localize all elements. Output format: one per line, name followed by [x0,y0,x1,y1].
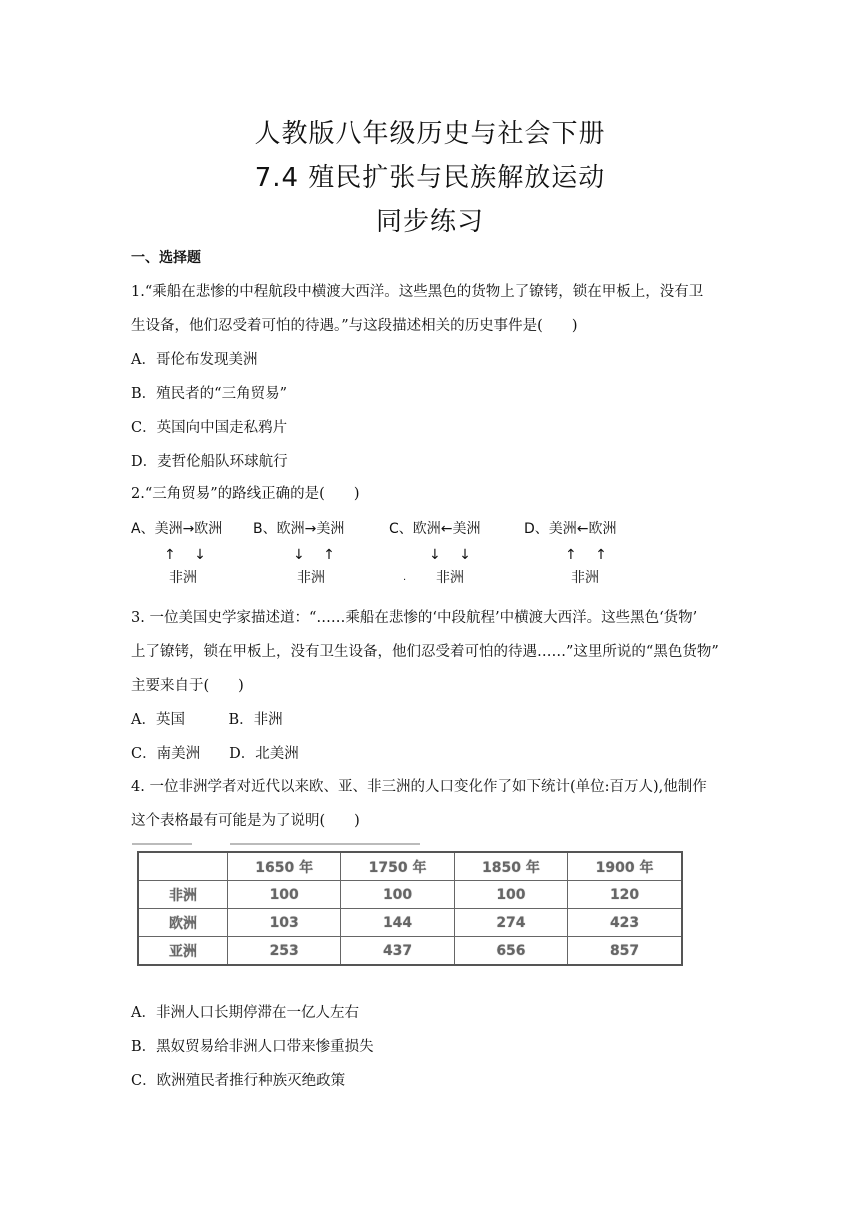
route-a-top: A、美洲→欧洲 [131,521,223,537]
doc-title-line3: 同步练习 [375,207,484,237]
table-cell: 253 [228,937,341,966]
q3-stem-line1: 3. 一位美国史学家描述道：“……乘船在悲惨的‘中段航程’中横渡大西洋。这些黑色‘货物’ [131,610,698,626]
table-header-cell [138,852,228,881]
route-b-top: B、欧洲→美洲 [253,521,345,537]
q3-options-row1: A．英国 B．非洲 [131,712,283,728]
q2-stem: 2.“三角贸易”的路线正确的是( ) [131,486,360,502]
route-d-africa: 非洲 [571,570,599,586]
table-cell: 857 [568,937,682,966]
q1-stem-line1: 1.“乘船在悲惨的中程航段中横渡大西洋。这些黑色的货物上了镣铐，锁在甲板上，没有卫 [131,284,704,300]
q4-option-a: A．非洲人口长期停滞在一亿人左右 [131,1005,359,1021]
q4-stem-line2: 这个表格最有可能是为了说明( ) [131,813,360,829]
q4-option-b: B．黑奴贸易给非洲人口带来惨重损失 [131,1039,374,1055]
population-table [137,851,683,966]
table-cell: 120 [568,881,682,909]
route-d-top: D、美洲←欧洲 [524,521,617,537]
route-a-arrows: ↑ ↓ [164,547,206,563]
table-row [138,937,682,966]
section-heading: 一、选择题 [131,250,201,266]
route-b-arrows: ↓ ↑ [293,547,335,563]
scan-artifact [132,843,192,845]
table-cell: 423 [568,909,682,937]
q1-option-a: A．哥伦布发现美洲 [131,352,258,368]
stray-dot: . [403,572,407,583]
table-header-cell: 1750 年 [341,852,454,881]
table-cell: 100 [341,881,454,909]
table-cell: 144 [341,909,454,937]
q4-stem-line1: 4. 一位非洲学者对近代以来欧、亚、非三洲的人口变化作了如下统计(单位:百万人),他制作 [131,779,707,795]
table-row-label: 非洲 [138,881,228,909]
scan-artifact [230,843,420,845]
table-cell: 103 [228,909,341,937]
table-cell: 100 [228,881,341,909]
q1-option-b: B．殖民者的“三角贸易” [131,386,287,402]
table-cell: 100 [454,881,567,909]
table-header-cell: 1900 年 [568,852,682,881]
route-c-arrows: ↓ ↓ [429,547,471,563]
route-c-africa: 非洲 [436,570,464,586]
table-cell: 437 [341,937,454,966]
table-cell: 656 [454,937,567,966]
q3-stem-line2: 上了镣铐，锁在甲板上，没有卫生设备，他们忍受着可怕的待遇……”这里所说的“黑色货物” [131,644,719,660]
q1-option-d: D．麦哲伦船队环球航行 [131,454,288,470]
q1-stem-line2: 生设备，他们忍受着可怕的待遇。”与这段描述相关的历史事件是( ) [131,318,578,334]
route-c-top: C、欧洲←美洲 [389,521,481,537]
table-row [138,881,682,909]
q4-option-c: C．欧洲殖民者推行种族灭绝政策 [131,1073,346,1089]
doc-title-line1: 人教版八年级历史与社会下册 [254,119,606,149]
route-a-africa: 非洲 [169,570,197,586]
route-d-arrows: ↑ ↑ [565,547,607,563]
table-header-cell: 1650 年 [228,852,341,881]
table-row-label: 欧洲 [138,909,228,937]
q3-options-row2: C．南美洲 D．北美洲 [131,746,299,762]
doc-title-line2: 7.4 殖民扩张与民族解放运动 [254,163,606,193]
table-row-label: 亚洲 [138,937,228,966]
table-cell: 274 [454,909,567,937]
table-row [138,909,682,937]
trade-route-diagram [131,518,651,588]
q1-option-c: C．英国向中国走私鸦片 [131,420,288,436]
table-header-cell: 1850 年 [454,852,567,881]
route-b-africa: 非洲 [297,570,325,586]
table-header-row [138,852,682,881]
q3-stem-line3: 主要来自于( ) [131,678,244,694]
